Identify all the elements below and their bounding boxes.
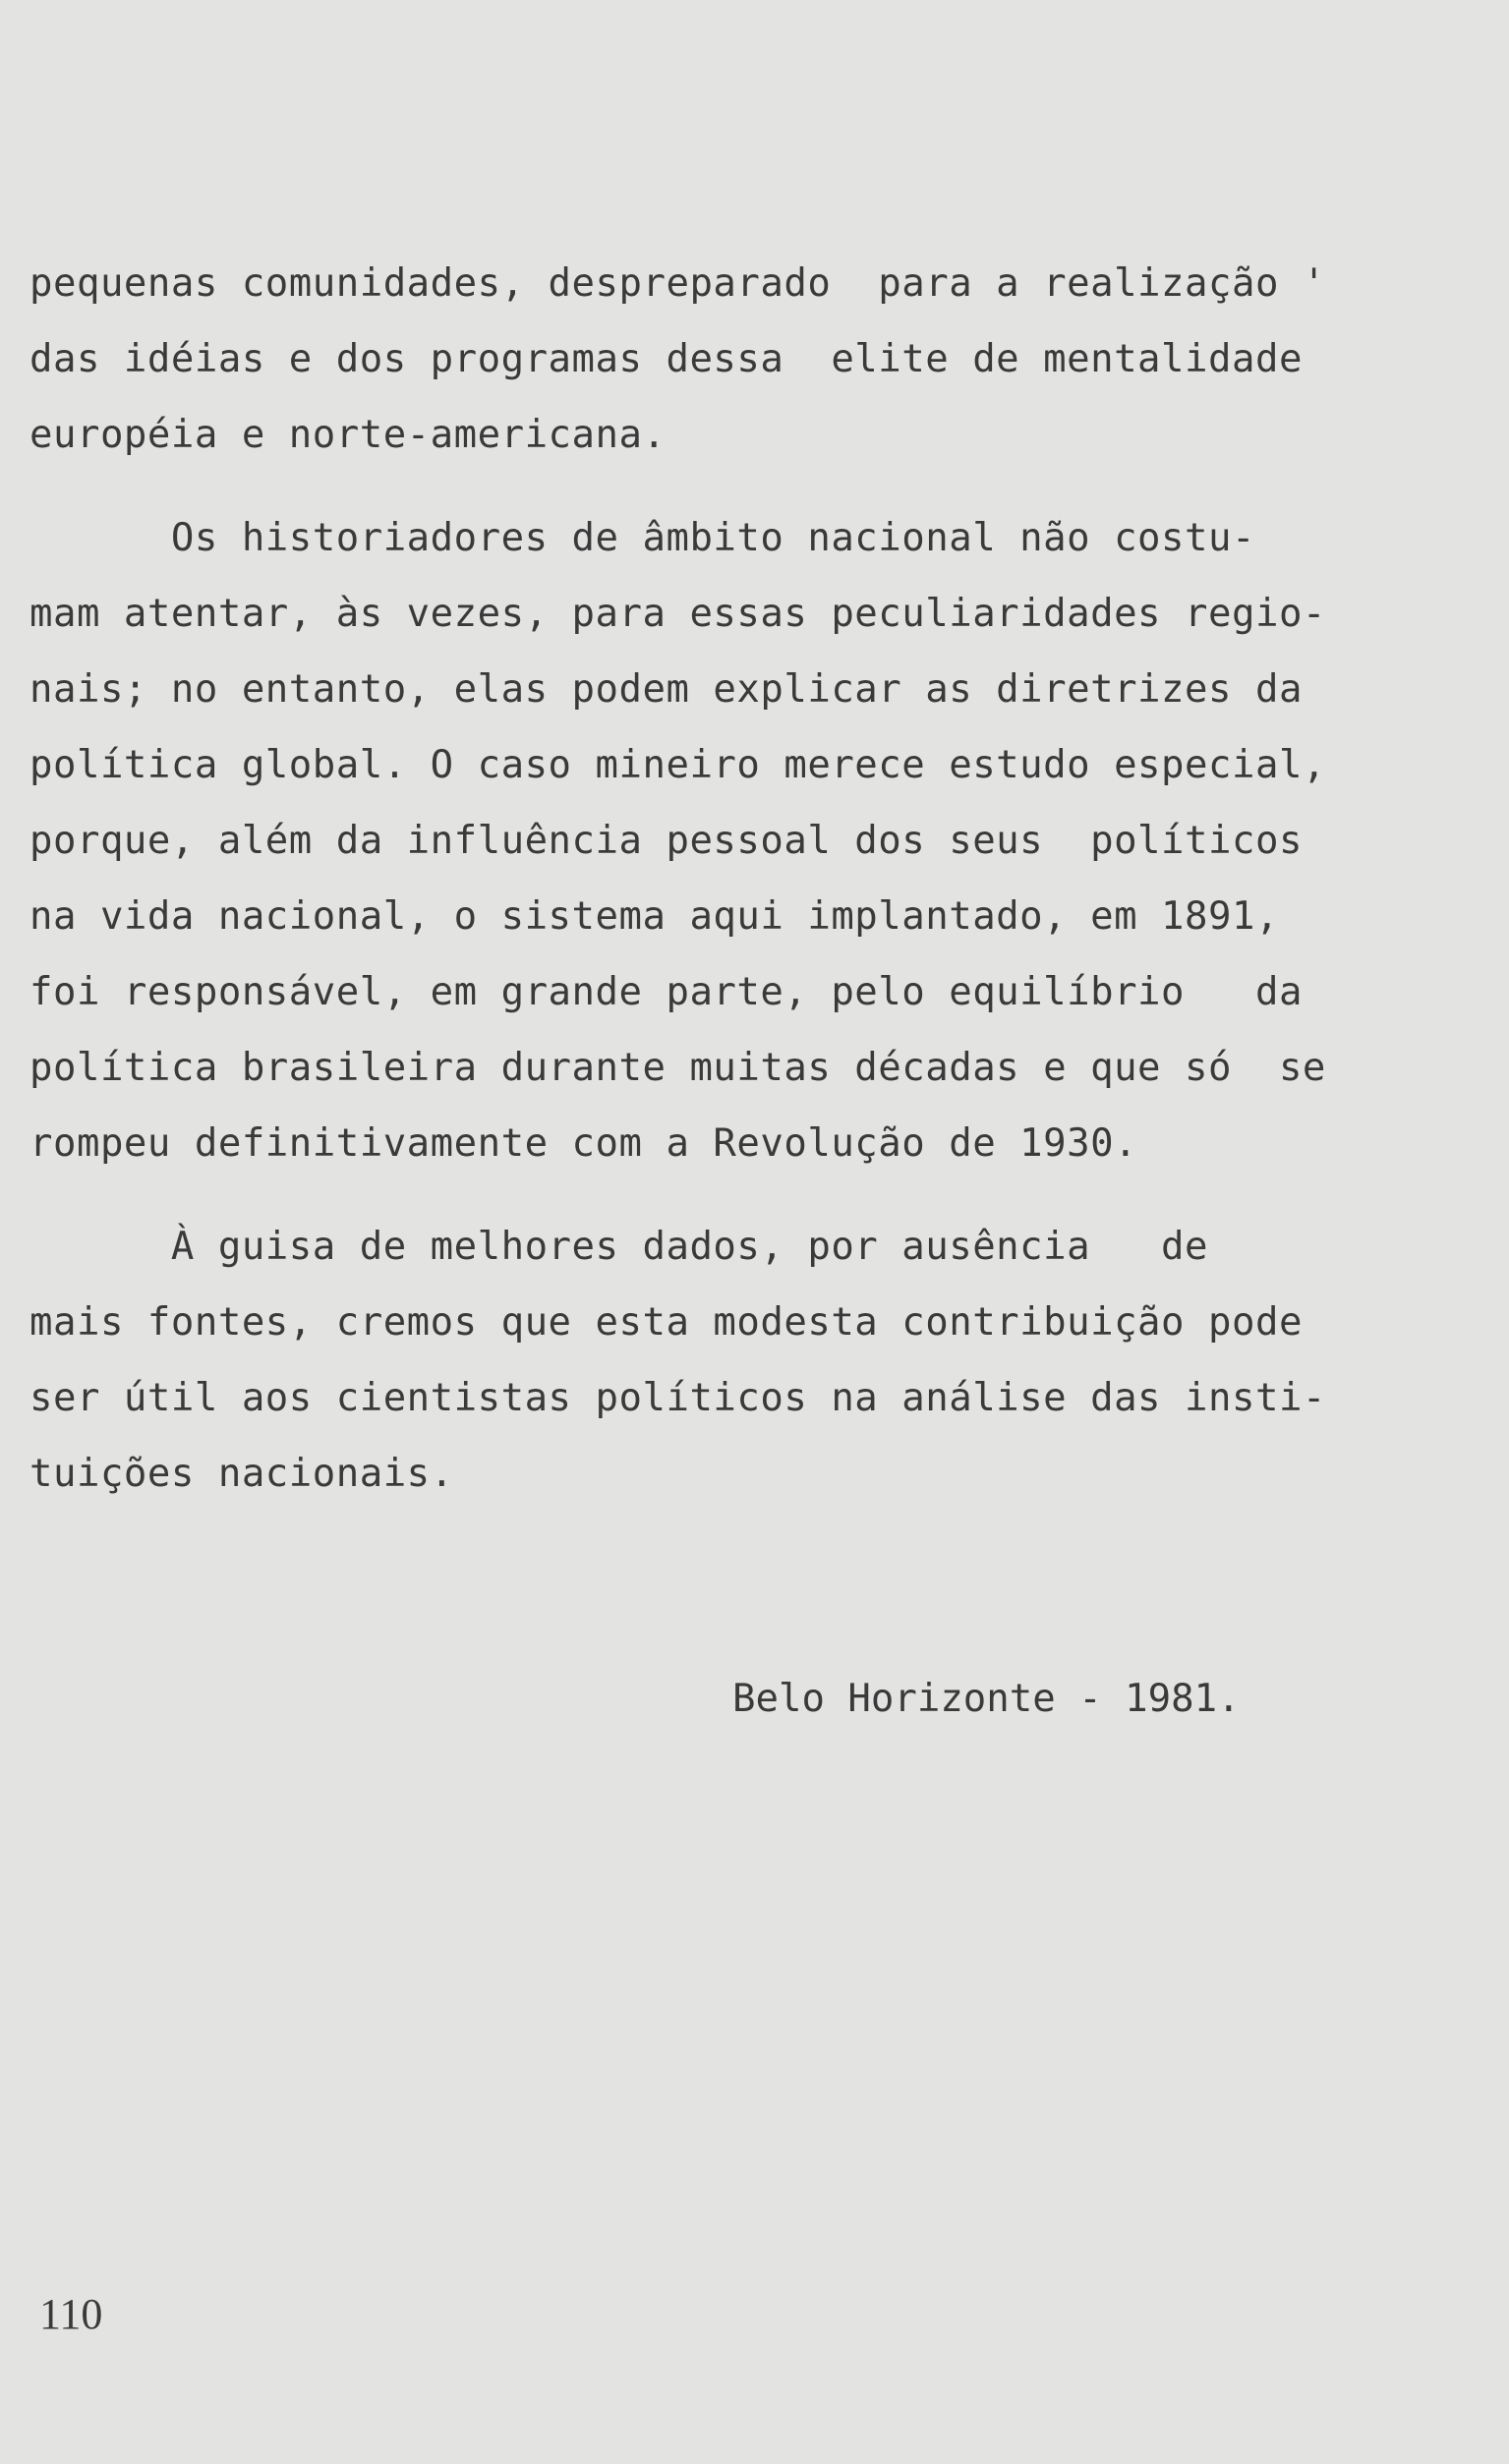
text-line: tuições nacionais. — [29, 1452, 454, 1496]
text-line: À guisa de melhores dados, por ausência de — [29, 1225, 1208, 1269]
place-date-signature: Belo Horizonte - 1981. — [732, 1677, 1241, 1721]
text-line: foi responsável, em grande parte, pelo equilíbrio da — [29, 970, 1303, 1014]
text-line: ser útil aos cientistas políticos na análise das insti- — [29, 1376, 1326, 1420]
text-line: nais; no entanto, elas podem explicar as diretrizes da — [29, 667, 1303, 712]
text-line: porque, além da influência pessoal dos seus políticos — [29, 819, 1303, 863]
text-line: das idéias e dos programas dessa elite de mentalidade — [29, 337, 1303, 381]
text-line: européia e norte-americana. — [29, 413, 667, 457]
text-line: rompeu definitivamente com a Revolução de 1930. — [29, 1121, 1138, 1166]
text-line: política brasileira durante muitas décadas e que só se — [29, 1046, 1326, 1090]
text-line: política global. O caso mineiro merece estudo especial, — [29, 743, 1326, 787]
text-line: Os historiadores de âmbito nacional não costu- — [29, 516, 1255, 560]
text-line: pequenas comunidades, despreparado para a realização ' — [29, 261, 1326, 306]
text-line: mam atentar, às vezes, para essas peculiaridades regio- — [29, 592, 1326, 636]
text-line: na vida nacional, o sistema aqui implantado, em 1891, — [29, 894, 1279, 939]
text-line: mais fontes, cremos que esta modesta contribuição pode — [29, 1300, 1303, 1345]
page-number: 110 — [39, 2290, 103, 2338]
